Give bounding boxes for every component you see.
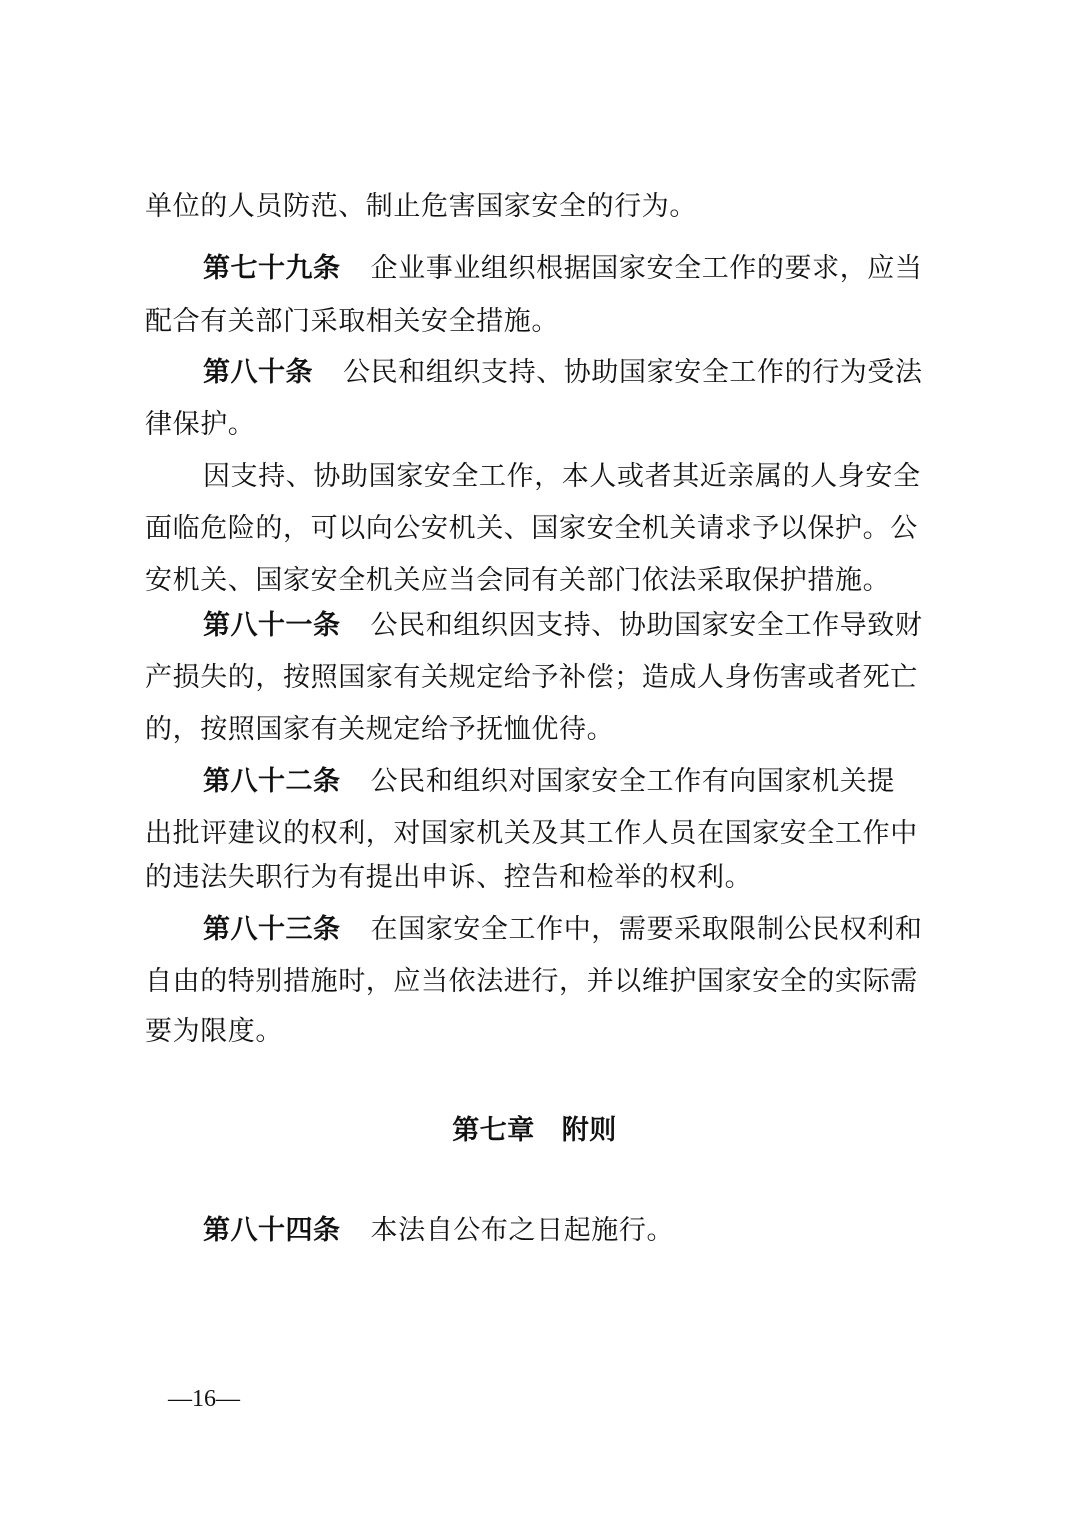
body-line: 的，按照国家有关规定给予抚恤优待。 [145, 714, 615, 745]
body-line: 安机关、国家安全机关应当会同有关部门依法采取保护措施。 [145, 565, 891, 596]
article-83-first-line [203, 913, 945, 947]
chapter-number: 第七章 [452, 1115, 535, 1146]
article-text: 在国家安全工作中，需要采取限制公民权利和 [370, 914, 923, 945]
article-84-first-line [203, 1214, 945, 1248]
body-line: 律保护。 [145, 409, 256, 440]
article-heading: 第八十二条 [203, 766, 341, 797]
article-80-first-line [203, 356, 945, 390]
body-line: 单位的人员防范、制止危害国家安全的行为。 [145, 191, 697, 222]
article-82-first-line [203, 765, 945, 799]
article-heading: 第七十九条 [203, 253, 341, 284]
body-line: 要为限度。 [145, 1016, 283, 1047]
article-text: 本法自公布之日起施行。 [370, 1215, 675, 1246]
body-line: 的违法失职行为有提出申诉、控告和检举的权利。 [145, 862, 753, 893]
page-number: —16— [168, 1386, 240, 1412]
body-line: 出批评建议的权利，对国家机关及其工作人员在国家安全工作中 [145, 818, 918, 849]
article-text: 公民和组织因支持、协助国家安全工作导致财 [370, 610, 923, 641]
body-line: 产损失的，按照国家有关规定给予补偿；造成人身伤害或者死亡 [145, 662, 918, 693]
paragraph-first-line: 因支持、协助国家安全工作，本人或者其近亲属的人身安全 [203, 461, 921, 492]
article-text: 公民和组织对国家安全工作有向国家机关提 [370, 766, 895, 797]
article-heading: 第八十三条 [203, 914, 341, 945]
body-line: 配合有关部门采取相关安全措施。 [145, 306, 559, 337]
article-heading: 第八十四条 [203, 1215, 341, 1246]
article-heading: 第八十一条 [203, 610, 341, 641]
article-heading: 第八十条 [203, 357, 313, 388]
article-79-first-line [203, 252, 945, 286]
article-text: 企业事业组织根据国家安全工作的要求，应当 [370, 253, 923, 284]
chapter-heading [0, 1114, 1069, 1148]
article-text: 公民和组织支持、协助国家安全工作的行为受法 [343, 357, 923, 388]
body-line: 自由的特别措施时，应当依法进行，并以维护国家安全的实际需 [145, 966, 918, 997]
chapter-title: 附则 [561, 1115, 617, 1146]
body-line: 面临危险的，可以向公安机关、国家安全机关请求予以保护。公 [145, 513, 918, 544]
article-81-first-line [203, 609, 945, 643]
